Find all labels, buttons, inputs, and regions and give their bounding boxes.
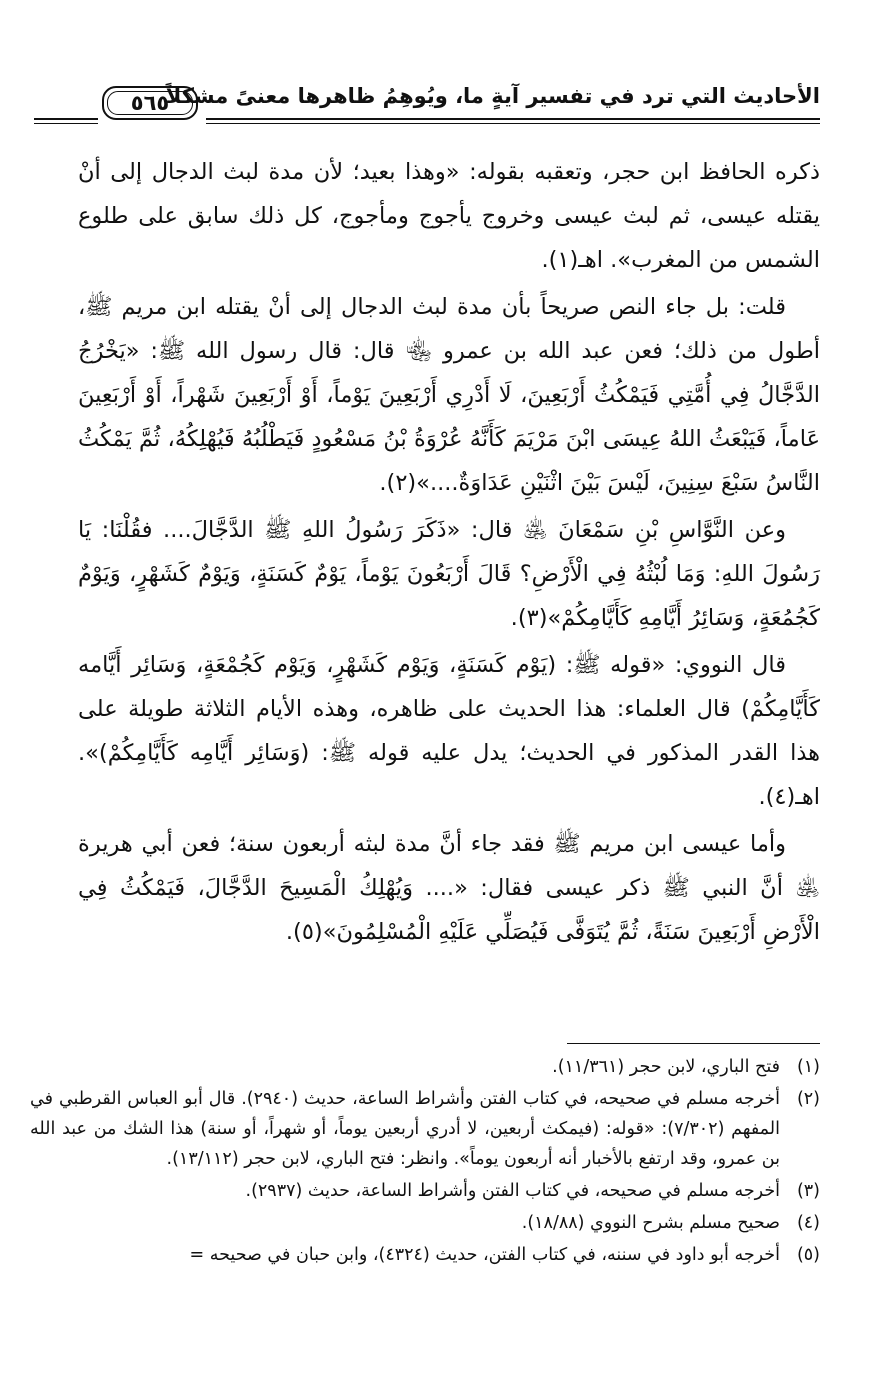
footnote-3 bbox=[30, 1176, 820, 1206]
footnote-4 bbox=[30, 1208, 820, 1238]
header-rule-right-thin bbox=[206, 123, 820, 124]
footnote-number: (٢) bbox=[796, 1089, 820, 1109]
footnote-number: (١) bbox=[796, 1057, 820, 1077]
footnote-number: (٥) bbox=[796, 1245, 820, 1265]
footnotes bbox=[30, 1052, 820, 1272]
footnote-1 bbox=[30, 1052, 820, 1082]
page-number-frame bbox=[102, 86, 198, 120]
footnote-number: (٣) bbox=[796, 1181, 820, 1201]
paragraph-1: ذكره الحافظ ابن حجر، وتعقبه بقوله: «وهذا بعيد؛ لأن مدة لبث الدجال إلى أنْ يقتله عيسى، ثم لبث عيسى وخروج يأجوج ومأجوج، كل ذلك سابق على طلوع الشمس من المغرب». اهـ(١). bbox=[78, 159, 820, 273]
footnote-number: (٤) bbox=[796, 1213, 820, 1233]
header-rule-left bbox=[34, 118, 98, 120]
main-text bbox=[78, 150, 820, 957]
paragraph-5: وأما عيسى ابن مريم ﷺ فقد جاء أنَّ مدة لبثه أربعون سنة؛ فعن أبي هريرة ﵁ أنَّ النبي ﷺ ذكر عيسى فقال: «.... وَيُهْلِكُ الْمَسِيحَ الدَّجَّالَ، فَيَمْكُثُ فِي الْأَرْضِ أَرْبَعِينَ سَنَةً، ثُمَّ يُتَوَفَّى فَيُصَلِّي عَلَيْهِ الْمُسْلِمُونَ»(٥). bbox=[78, 831, 820, 945]
page-header bbox=[80, 80, 820, 130]
paragraph-3: وعن النَّوَّاسِ بْنِ سَمْعَانَ ﵁ قال: «ذَكَرَ رَسُولُ اللهِ ﷺ الدَّجَّالَ.... فقُلْنَا: يَا رَسُولَ اللهِ: وَمَا لُبْثُهُ فِي الْأَرْضِ؟ قَالَ أَرْبَعُونَ يَوْماً، يَوْمٌ كَسَنَةٍ، وَيَوْمٌ كَشَهْرٍ، وَيَوْمٌ كَجُمُعَةٍ، وَسَائِرُ أَيَّامِهِ كَأَيَّامِكُمْ»(٣). bbox=[78, 517, 820, 631]
footnote-text: صحيح مسلم بشرح النووي (١٨/٨٨). bbox=[521, 1213, 780, 1233]
footnote-5 bbox=[30, 1240, 820, 1270]
footnote-2 bbox=[30, 1084, 820, 1174]
paragraph-2: قلت: بل جاء النص صريحاً بأن مدة لبث الدجال إلى أنْ يقتله ابن مريم ﷺ، أطول من ذلك؛ فعن عبد الله بن عمرو ﵄ قال: قال رسول الله ﷺ: «يَخْرُجُ الدَّجَّالُ فِي أُمَّتِي فَيَمْكُثُ أَرْبَعِينَ، لَا أَدْرِي أَرْبَعِينَ يَوْماً، أَوْ أَرْبَعِينَ شَهْراً، أَوْ أَرْبَعِينَ عَاماً، فَيَبْعَثُ اللهُ عِيسَى ابْنَ مَرْيَمَ كَأَنَّهُ عُرْوَةُ بْنُ مَسْعُودٍ فَيَطْلُبُهُ فَيُهْلِكُهُ، ثُمَّ يَمْكُثُ النَّاسُ سَبْعَ سِنِينَ، لَيْسَ بَيْنَ اثْنَيْنِ عَدَاوَةٌ....»(٢). bbox=[78, 294, 820, 496]
header-rule-right bbox=[206, 118, 820, 120]
running-title: الأحاديث التي ترد في تفسير آيةٍ ما، ويُوهِمُ ظاهرها معنىً مشكلاً bbox=[165, 84, 820, 108]
paragraph-4: قال النووي: «قوله ﷺ: (يَوْم كَسَنَةٍ، وَيَوْم كَشَهْرٍ، وَيَوْم كَجُمْعَةٍ، وَسَائِر أَيَّامه كَأَيَّامِكُمْ) قال العلماء: هذا الحديث على ظاهره، وهذه الأيام الثلاثة طويلة على هذا القدر المذكور في الحديث؛ يدل عليه قوله ﷺ: (وَسَائِر أَيَّامِه كَأَيَّامِكُمْ)». اهـ(٤). bbox=[78, 652, 820, 810]
header-rule-left-thin bbox=[34, 123, 98, 124]
footnote-separator bbox=[567, 1043, 820, 1044]
footnote-text: فتح الباري، لابن حجر (١١/٣٦١). bbox=[552, 1057, 780, 1077]
page-number: ٥٦٥ bbox=[130, 91, 170, 115]
footnote-text: أخرجه مسلم في صحيحه، في كتاب الفتن وأشراط الساعة، حديث (٢٩٤٠). قال أبو العباس القرطبي في المفهم (٧/٣٠٢): «قوله: (فيمكث أربعين، لا أدري أربعين يوماً، أو شهراً، أو سنة) هذا الشك من عبد الله بن عمرو، وقد ارتفع بالأخبار أنه أربعون يوماً». وانظر: فتح الباري، لابن حجر (١٣/١١٢). bbox=[30, 1089, 781, 1169]
footnote-text: أخرجه أبو داود في سننه، في كتاب الفتن، حديث (٤٣٢٤)، وابن حبان في صحيحه = bbox=[189, 1245, 780, 1265]
footnote-text: أخرجه مسلم في صحيحه، في كتاب الفتن وأشراط الساعة، حديث (٢٩٣٧). bbox=[245, 1181, 780, 1201]
